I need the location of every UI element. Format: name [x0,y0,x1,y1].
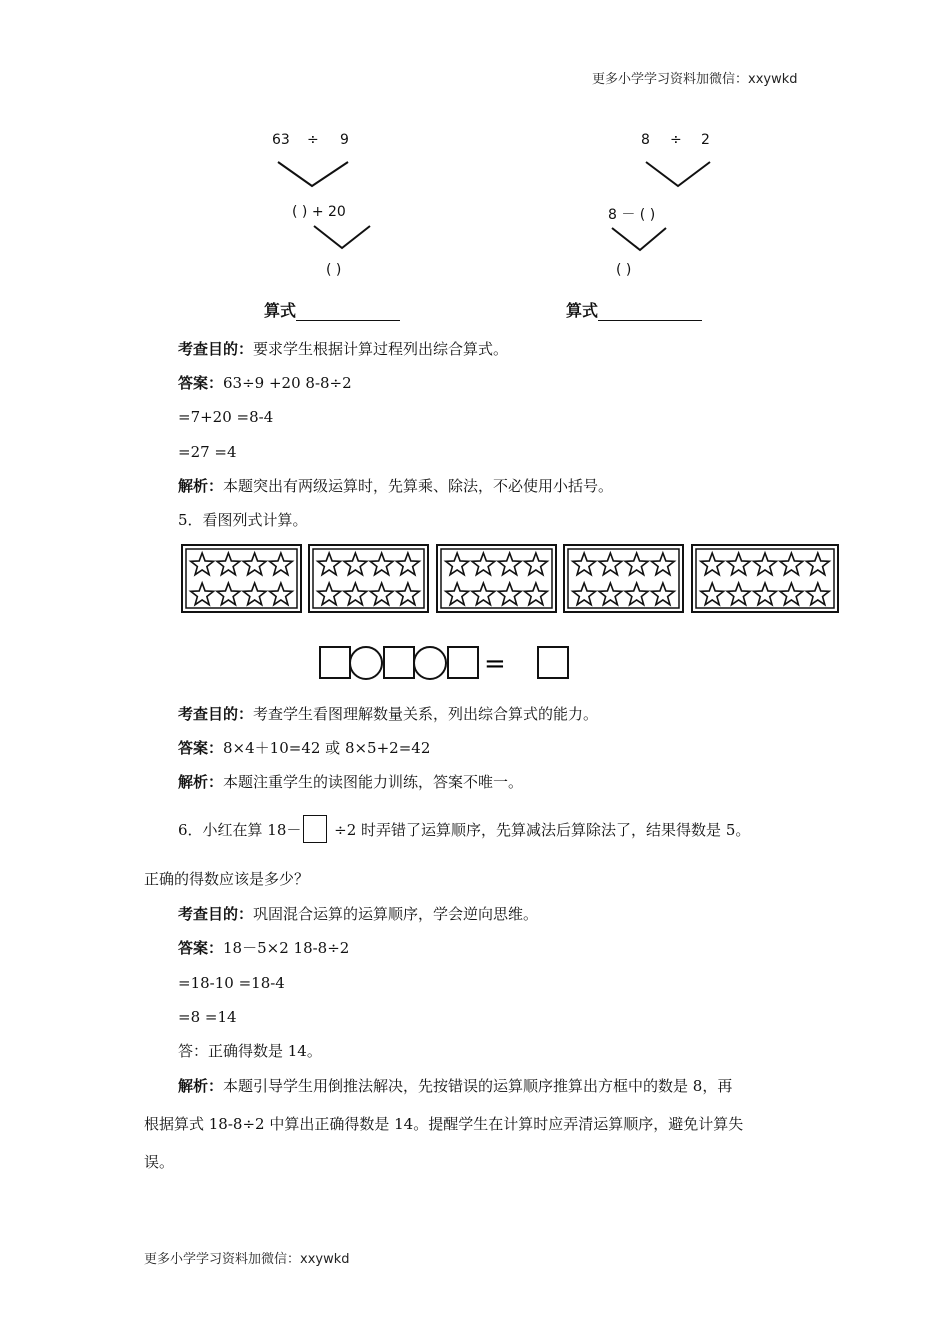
equation-circle-1 [350,647,382,679]
q4-analysis [178,476,613,496]
q5-analysis-label: 解析： [178,773,224,791]
q5-purpose-label: 考查目的： [178,705,254,723]
tree-right-top-op: ÷ [670,132,682,148]
star-icon [318,553,341,575]
star-icon [269,553,292,575]
star-box-2 [307,543,430,614]
q5-analysis [178,772,523,792]
star-icon [780,553,803,575]
star-icon [524,553,547,575]
q6-answer-line1: 18－5×2 18-8÷2 [223,939,350,957]
star-icon [573,553,596,575]
star-box-3 [435,543,558,614]
q5-answer-text: 8×4＋10=42 或 8×5+2=42 [223,739,431,757]
q5-purpose-text: 考查学生看图理解数量关系，列出综合算式的能力。 [253,705,599,723]
star-icon [524,583,547,605]
q5-answer [178,738,430,758]
q6-analysis-line2: 根据算式 18-8÷2 中算出正确得数是 14。提醒学生在计算时应弄清运算顺序，避免计算失 [144,1115,744,1133]
equation-box-2 [384,647,414,678]
tree-left-merge-lines [270,158,360,190]
q6-analysis-label: 解析： [178,1077,224,1095]
star-icon [806,583,829,605]
q4-purpose-text: 要求学生根据计算过程列出综合算式。 [253,340,509,358]
star-icon [754,553,777,575]
star-icon [727,583,750,605]
formula-left-blank[interactable] [296,303,400,321]
q4-analysis-label: 解析： [178,477,224,495]
star-icon [806,553,829,575]
q6-title [178,815,750,843]
formula-right-label: 算式 [566,301,599,320]
star-icon [191,553,214,575]
formula-left-label: 算式 [264,301,297,320]
q6-analysis-line3: 误。 [144,1153,175,1171]
q4-answer-line1: 63÷9 +20 8-8÷2 [223,374,352,392]
q6-title-cont: 正确的得数应该是多少？ [144,870,310,888]
star-icon [573,583,596,605]
equation-box-result [538,647,568,678]
star-icon [625,583,648,605]
star-icon [498,583,521,605]
header-note: 更多小学学习资料加微信：xxywkd [592,72,798,87]
equation-template [318,644,574,682]
q4-analysis-text: 本题突出有两级运算时，先算乘、除法，不必使用小括号。 [223,477,614,495]
star-icon [243,553,266,575]
q5-answer-label: 答案： [178,739,224,757]
q6-answer [178,938,349,958]
tree-right-mid: 8 － ( ) [608,207,656,223]
equation-circle-2 [414,647,446,679]
tree-right-top-b: 2 [701,132,710,148]
q6-missing-number-box[interactable] [303,815,327,843]
q4-answer-line2: =7+20 =8-4 [178,408,274,426]
q6-answer-final: 答：正确得数是 14。 [178,1042,322,1060]
star-icon [217,553,240,575]
q5-title: 5．看图列式计算。 [178,511,308,529]
equation-equals: = [484,649,506,679]
q6-answer-line2: =18-10 =18-4 [178,974,285,992]
star-icon [472,583,495,605]
q4-answer-line3: =27 =4 [178,443,237,461]
q4-purpose-label: 考查目的： [178,340,254,358]
equation-box-3 [448,647,478,678]
star-box-5 [690,543,840,614]
tree-left-merge-lines-2 [308,222,378,252]
equation-box-1 [320,647,350,678]
q4-answer-label: 答案： [178,374,224,392]
tree-right-merge-lines-2 [608,224,672,254]
q6-analysis [178,1076,732,1096]
tree-left-top-op: ÷ [307,132,319,148]
star-icon [599,553,622,575]
star-icon [370,553,393,575]
tree-left-top-b: 9 [340,132,349,148]
tree-right-merge-lines [640,158,720,190]
star-icon [498,553,521,575]
star-box-4 [562,543,685,614]
q6-answer-line3: =8 =14 [178,1008,237,1026]
formula-left [264,298,400,321]
star-box-1 [180,543,303,614]
q6-analysis-line1: 本题引导学生用倒推法解决，先按错误的运算顺序推算出方框中的数是 8，再 [223,1077,733,1095]
star-icon [754,583,777,605]
formula-right-blank[interactable] [598,303,702,321]
star-icon [727,553,750,575]
star-icon [625,553,648,575]
star-icon [780,583,803,605]
star-icon [701,553,724,575]
star-icon [318,583,341,605]
tree-left-mid: ( ) + 20 [292,204,346,220]
q4-purpose [178,339,508,359]
q6-title-pre: 6．小红在算 18－ [178,821,302,839]
tree-left-bottom: ( ) [326,262,342,278]
q6-answer-label: 答案： [178,939,224,957]
star-icon [701,583,724,605]
q4-answer [178,373,352,393]
star-icon [243,583,266,605]
star-icon [344,583,367,605]
star-icon [651,553,674,575]
q6-purpose-text: 巩固混合运算的运算顺序，学会逆向思维。 [253,905,539,923]
q5-analysis-text: 本题注重学生的读图能力训练，答案不唯一。 [223,773,524,791]
star-icon [651,583,674,605]
q6-purpose [178,904,538,924]
q6-purpose-label: 考查目的： [178,905,254,923]
star-icon [396,583,419,605]
star-icon [446,583,469,605]
star-icon [269,583,292,605]
star-icon [472,553,495,575]
star-icon [396,553,419,575]
tree-right-bottom: ( ) [616,262,632,278]
star-icon [599,583,622,605]
star-icon [217,583,240,605]
tree-left-top-a: 63 [272,132,290,148]
star-icon [344,553,367,575]
q6-title-post: ÷2 时弄错了运算顺序，先算减法后算除法了，结果得数是 5。 [329,821,751,839]
star-icon [446,553,469,575]
star-icon [370,583,393,605]
star-icon [191,583,214,605]
footer-note: 更多小学学习资料加微信：xxywkd [144,1252,350,1267]
formula-right [566,298,702,321]
q5-purpose [178,704,598,724]
tree-right-top-a: 8 [641,132,650,148]
